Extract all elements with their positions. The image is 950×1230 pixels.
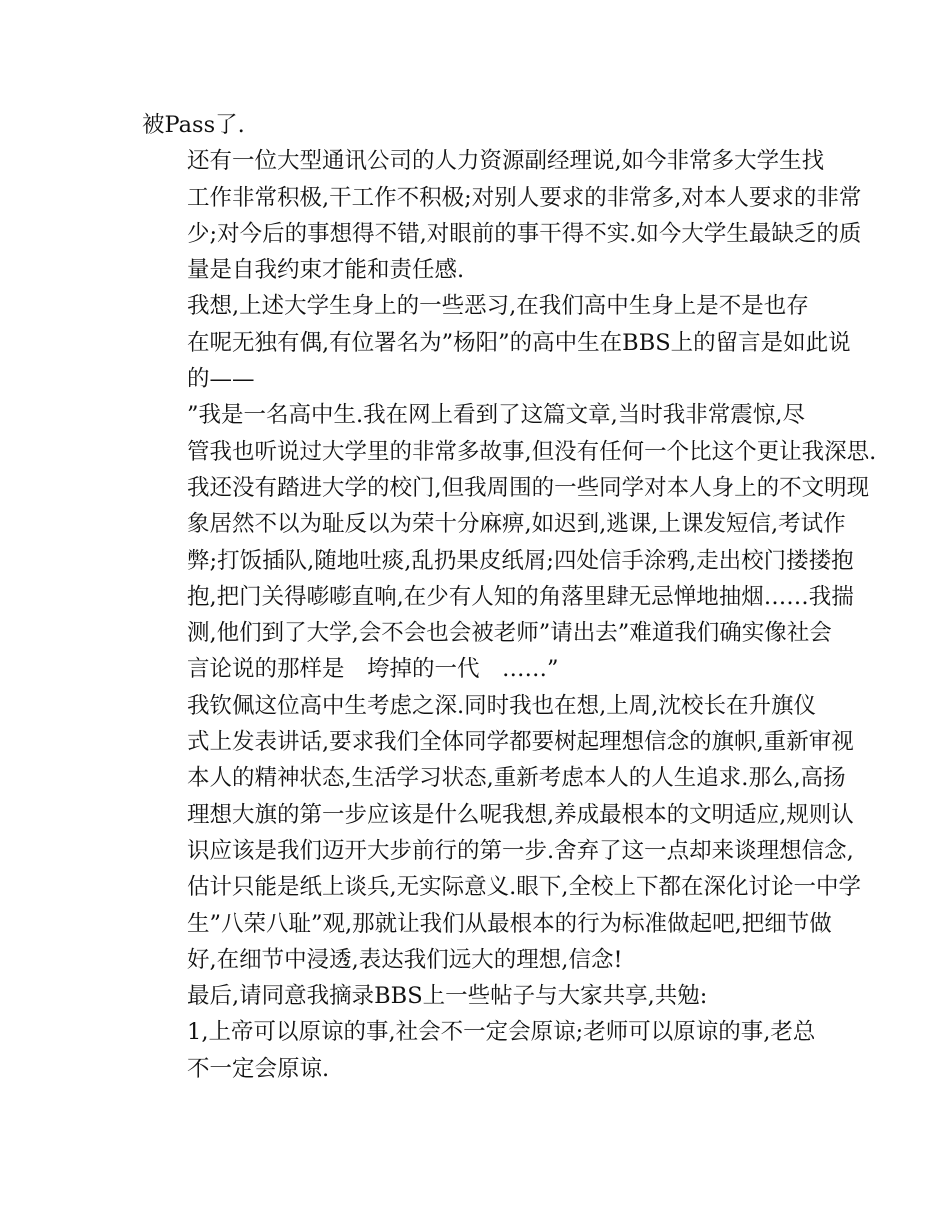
text-line: 我钦佩这位高中生考虑之深.同时我也在想,上周,沈校长在升旗仪 (187, 692, 816, 719)
text-line: 抱,把门关得嘭嘭直响,在少有人知的角落里肆无忌惮地抽烟……我揣 (187, 583, 854, 610)
text-line: 不一定会原谅. (187, 1055, 330, 1082)
text-line: 还有一位大型通讯公司的人力资源副经理说,如今非常多大学生找 (187, 148, 825, 175)
text-line: 本人的精神状态,生活学习状态,重新考虑本人的人生追求.那么,高扬 (187, 765, 846, 792)
text-line: 少;对今后的事想得不错,对眼前的事干得不实.如今大学生最缺乏的质 (187, 220, 862, 247)
text-line: 管我也听说过大学里的非常多故事,但没有任何一个比这个更让我深思. (187, 438, 877, 465)
text-line: 估计只能是纸上谈兵,无实际意义.眼下,全校上下都在深化讨论一中学 (187, 874, 861, 901)
text-line: 生”八荣八耻”观,那就让我们从最根本的行为标准做起吧,把细节做 (187, 910, 832, 937)
text-line: 工作非常积极,干工作不积极;对别人要求的非常多,对本人要求的非常 (187, 184, 862, 211)
text-line: 在呢无独有偶,有位署名为”杨阳”的高中生在BBS上的留言是如此说 (187, 329, 851, 356)
text-line: 我还没有踏进大学的校门,但我周围的一些同学对本人身上的不文明现 (187, 474, 870, 501)
paragraph (142, 688, 861, 978)
text-line: 象居然不以为耻反以为荣十分麻痹,如迟到,逃课,上课发短信,考试作 (187, 511, 846, 538)
text-line: 理想大旗的第一步应该是什么呢我想,养成最根本的文明适应,规则认 (187, 801, 854, 828)
text-line: 识应该是我们迈开大步前行的第一步.舍弃了这一点却来谈理想信念, (187, 837, 854, 864)
document-body (142, 107, 877, 1087)
paragraph (142, 143, 862, 288)
text-line: ”我是一名高中生.我在网上看到了这篇文章,当时我非常震惊,尽 (187, 402, 805, 429)
paragraph (142, 1014, 817, 1087)
text-line: 言论说的那样是 垮掉的一代 ……” (187, 656, 559, 683)
text-line: 的—— (187, 366, 255, 393)
paragraph (142, 397, 877, 687)
text-line: 好,在细节中浸透,表达我们远大的理想,信念! (187, 946, 623, 973)
text-line: 1,上帝可以原谅的事,社会不一定会原谅;老师可以原谅的事,老总 (187, 1019, 816, 1046)
text-line: 我想,上述大学生身上的一些恶习,在我们高中生身上是不是也存 (187, 293, 809, 320)
paragraph (142, 978, 817, 1014)
paragraph (142, 288, 851, 397)
text-line: 量是自我约束才能和责任感. (187, 257, 465, 284)
text-line: 测,他们到了大学,会不会也会被老师”请出去”难道我们确实像社会 (187, 620, 832, 647)
text-line: 式上发表讲话,要求我们全体同学都要树起理想信念的旗帜,重新审视 (187, 729, 854, 756)
paragraph (142, 107, 817, 143)
text-line: 弊;打饭插队,随地吐痰,乱扔果皮纸屑;四处信手涂鸦,走出校门搂搂抱 (187, 547, 854, 574)
text-line: 被Pass了. (142, 112, 245, 138)
text-line: 最后,请同意我摘录BBS上一些帖子与大家共享,共勉: (187, 983, 708, 1010)
